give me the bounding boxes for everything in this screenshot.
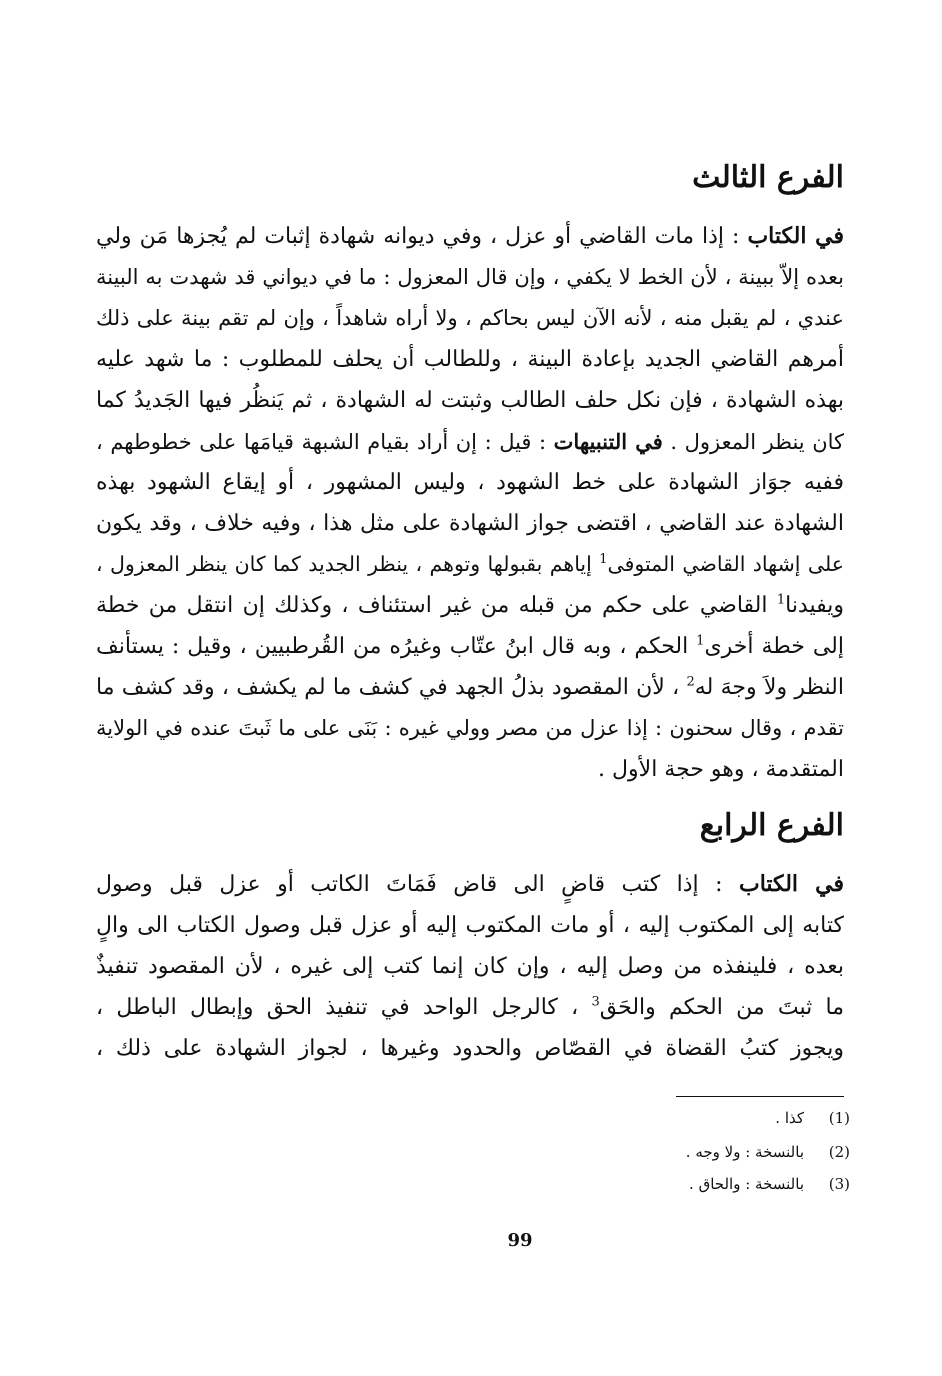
line-text: أمرهم القاضي الجديد بإعادة البينة ، وللطالب أن يحلف للمطلوب : ما شهد عليه	[96, 347, 844, 372]
text-line	[96, 946, 844, 987]
section-fourth-body	[96, 864, 844, 1069]
text-line	[96, 667, 844, 708]
footnote-ref: 1	[599, 552, 608, 568]
keyword: في الكتاب	[747, 223, 844, 249]
line-text: تقدم ، وقال سحنون : إذا عزل من مصر وولي غيره : بَنَى على ما ثَبتَ عنده في الولاية	[96, 716, 844, 740]
footnote-ref: 2	[686, 674, 695, 690]
line-text: ، لأن المقصود بذلُ الجهد في كشف ما لم يكشف ، وقد كشف ما	[96, 675, 687, 700]
footnote-number: (3)	[828, 1175, 850, 1193]
line-text: ، كالرجل الواحد في تنفيذ الحق وإبطال الباطل ،	[96, 995, 592, 1020]
keyword: في الكتاب	[739, 871, 845, 897]
text-line	[96, 544, 844, 585]
footnote	[410, 1138, 850, 1166]
page-number: 99	[507, 1230, 533, 1251]
text-line	[96, 298, 844, 339]
footnote-number: (1)	[828, 1109, 850, 1127]
line-text: الشهادة عند القاضي ، اقتضى جواز الشهادة على مثل هذا ، وفيه خلاف ، وقد يكون	[96, 511, 844, 536]
line-text: ما ثبتَ من الحكم والحَق	[599, 995, 845, 1020]
text-line	[96, 216, 844, 257]
text-line	[96, 1028, 844, 1069]
footnote	[410, 1104, 850, 1132]
line-text: : إذا مات القاضي أو عزل ، وفي ديوانه شهادة إثبات لم يُجزها مَن ولي	[96, 224, 748, 249]
text-line	[96, 626, 844, 667]
line-text: إلى خطة أخرى	[704, 634, 844, 659]
line-text: ففيه جوَاز الشهادة على خط الشهود ، وليس المشهور ، أو إيقاع الشهود بهذه	[96, 470, 844, 495]
text-line	[96, 503, 844, 544]
text-line	[96, 864, 844, 905]
text-line	[96, 749, 844, 790]
footnote-text: بالنسخة : ولا وجه .	[685, 1143, 804, 1161]
text-line	[96, 462, 844, 503]
line-text: على إشهاد القاضي المتوفى	[607, 552, 844, 576]
line-text: النظر ولاَ وجهَ له	[694, 675, 844, 700]
text-line	[96, 987, 844, 1028]
footnote-ref: 1	[776, 592, 786, 608]
keyword: في التنبيهات	[553, 429, 663, 454]
footnote-ref: 1	[696, 633, 705, 649]
text-line	[96, 339, 844, 380]
footnote-text: بالنسخة : والحاق .	[689, 1175, 804, 1193]
line-text: ويفيدنا	[785, 593, 844, 618]
line-text: القاضي على حكم من قبله من غير استئناف ، وكذلك إن انتقل من خطة	[96, 593, 777, 618]
section-heading-fourth-branch: الفرع الرابع	[699, 808, 844, 843]
footnote-text: كذا .	[775, 1109, 804, 1127]
text-line	[96, 905, 844, 946]
line-text: المتقدمة ، وهو حجة الأول .	[598, 757, 844, 782]
section-heading-third-branch: الفرع الثالث	[692, 160, 844, 195]
line-text: كان ينظر المعزول .	[662, 430, 845, 454]
text-line	[96, 421, 844, 462]
line-text: : قيل : إن أراد بقيام الشبهة قيامَها على خطوطهم ،	[96, 430, 554, 454]
line-text: إياهم بقبولها وتوهم ، ينظر الجديد كما كان ينظر المعزول ،	[96, 552, 600, 576]
footnote-divider	[676, 1096, 844, 1097]
section-third-body	[96, 216, 844, 790]
line-text: كتابه إلى المكتوب إليه ، أو مات المكتوب إليه أو عزل قبل وصول الكتاب الى والٍ	[96, 913, 844, 938]
footnote	[410, 1170, 850, 1198]
line-text: بهذه الشهادة ، فإن نكل حلف الطالب وثبتت له الشهادة ، ثم يَنظُر فيها الجَديدُ كما	[96, 388, 844, 413]
line-text: عندي ، لم يقبل منه ، لأنه الآن ليس بحاكم ، ولا أراه شاهداً ، وإن لم تقم بينة على ذلك	[96, 306, 844, 330]
footnote-number: (2)	[828, 1143, 850, 1161]
line-text: : إذا كتب قاضٍ الى قاض فَمَاتَ الكاتب أو عزل قبل وصول	[96, 872, 739, 897]
line-text: ويجوز كتبُ القضاة في القصّاص والحدود وغيرها ، لجواز الشهادة على ذلك ،	[96, 1036, 844, 1061]
text-line	[96, 380, 844, 421]
text-line	[96, 257, 844, 298]
text-line	[96, 585, 844, 626]
footnote-ref: 3	[591, 994, 600, 1010]
line-text: بعده ، فلينفذه من وصل إليه ، وإن كان إنما كتب إلى غيره ، لأن المقصود تنفيذٌ	[96, 954, 844, 979]
line-text: بعده إلاّ ببينة ، لأن الخط لا يكفي ، وإن قال المعزول : ما في ديواني قد شهدت به البينة	[96, 265, 844, 289]
line-text: الحكم ، وبه قال ابنُ عتّاب وغيرُه من القُرطبيين ، وقيل : يستأنف	[96, 634, 697, 659]
text-line	[96, 708, 844, 749]
